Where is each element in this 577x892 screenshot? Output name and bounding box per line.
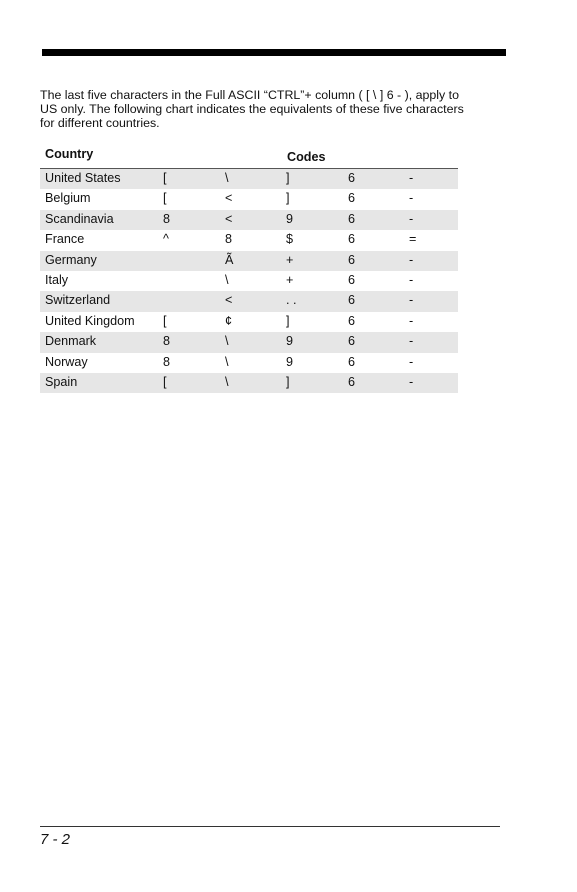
code-cell: - xyxy=(409,211,414,226)
table-row xyxy=(40,271,458,291)
code-cell: 8 xyxy=(163,354,171,369)
header-country: Country xyxy=(45,147,94,161)
intro-line-1: The last five characters in the Full ASCII “CTRL”+ column ( [ \ ] 6 - ), apply to xyxy=(40,88,460,102)
code-cell: 8 xyxy=(163,334,171,349)
code-cell: \ xyxy=(225,374,229,389)
code-cell: 6 xyxy=(348,211,356,226)
country-cell: Switzerland xyxy=(45,293,111,308)
code-cell: 6 xyxy=(348,232,356,247)
code-cell: ] xyxy=(286,191,290,206)
code-cell: ] xyxy=(286,374,290,389)
table-row xyxy=(40,210,458,230)
table-row xyxy=(40,230,458,250)
code-cell: 6 xyxy=(348,313,356,328)
code-cell: + xyxy=(286,272,294,287)
code-cell: 9 xyxy=(286,334,294,349)
code-cell: 8 xyxy=(163,211,171,226)
code-cell: - xyxy=(409,293,414,308)
country-cell: Denmark xyxy=(45,334,97,349)
code-cell: - xyxy=(409,252,414,267)
code-cell: - xyxy=(409,272,414,287)
code-cell: ] xyxy=(286,313,290,328)
code-cell: ^ xyxy=(163,232,169,247)
code-cell: \ xyxy=(225,354,229,369)
code-cell: - xyxy=(409,334,414,349)
code-cell: 6 xyxy=(348,171,356,185)
code-cell: - xyxy=(409,313,414,328)
code-cell: < xyxy=(225,293,233,308)
table-row xyxy=(40,312,458,332)
intro-paragraph xyxy=(40,88,510,130)
table-row xyxy=(40,373,458,393)
code-cell: 6 xyxy=(348,252,356,267)
code-cell: 9 xyxy=(286,354,294,369)
code-cell: = xyxy=(409,232,417,247)
code-cell: - xyxy=(409,374,414,389)
code-cell: 6 xyxy=(348,374,356,389)
country-cell: Scandinavia xyxy=(45,211,114,226)
country-cell: United States xyxy=(45,171,121,185)
code-cell: 6 xyxy=(348,354,356,369)
header-codes: Codes xyxy=(287,150,326,164)
code-cell: - xyxy=(409,171,414,185)
code-cell: $ xyxy=(286,232,294,247)
table-row xyxy=(40,291,458,311)
country-cell: Italy xyxy=(45,272,69,287)
code-cell: [ xyxy=(163,171,167,185)
code-cell: [ xyxy=(163,313,167,328)
code-cell: + xyxy=(286,252,294,267)
table-row xyxy=(40,251,458,271)
table-row xyxy=(40,353,458,373)
country-cell: Norway xyxy=(45,354,88,369)
country-cell: France xyxy=(45,232,85,247)
code-cell: 6 xyxy=(348,191,356,206)
code-cell: < xyxy=(225,191,233,206)
code-cell: 9 xyxy=(286,211,294,226)
code-cell: \ xyxy=(225,272,229,287)
top-rule xyxy=(42,49,506,56)
code-cell: ¢ xyxy=(225,313,233,328)
intro-line-3: for different countries. xyxy=(40,116,160,130)
table-row xyxy=(40,332,458,352)
code-cell: 6 xyxy=(348,293,356,308)
code-cell: < xyxy=(225,211,233,226)
code-cell: 6 xyxy=(348,272,356,287)
code-cell: ] xyxy=(286,171,290,185)
country-codes-table xyxy=(40,143,458,393)
country-cell: United Kingdom xyxy=(45,313,135,328)
page-number: 7 - 2 xyxy=(40,831,71,848)
code-cell: [ xyxy=(163,374,167,389)
country-cell: Belgium xyxy=(45,191,91,206)
code-cell: - xyxy=(409,191,414,206)
table-row xyxy=(40,169,458,189)
intro-line-2: US only. The following chart indicates the equivalents of these five characters xyxy=(40,102,464,116)
code-cell: Ã xyxy=(225,252,234,267)
code-cell: \ xyxy=(225,334,229,349)
table-row xyxy=(40,189,458,209)
bottom-rule xyxy=(40,826,500,827)
code-cell: . . xyxy=(286,293,297,308)
country-cell: Germany xyxy=(45,252,97,267)
country-cell: Spain xyxy=(45,374,78,389)
code-cell: 8 xyxy=(225,232,233,247)
code-cell: \ xyxy=(225,171,229,185)
code-cell: - xyxy=(409,354,414,369)
table-header xyxy=(40,143,458,169)
code-cell: [ xyxy=(163,191,167,206)
code-cell: 6 xyxy=(348,334,356,349)
